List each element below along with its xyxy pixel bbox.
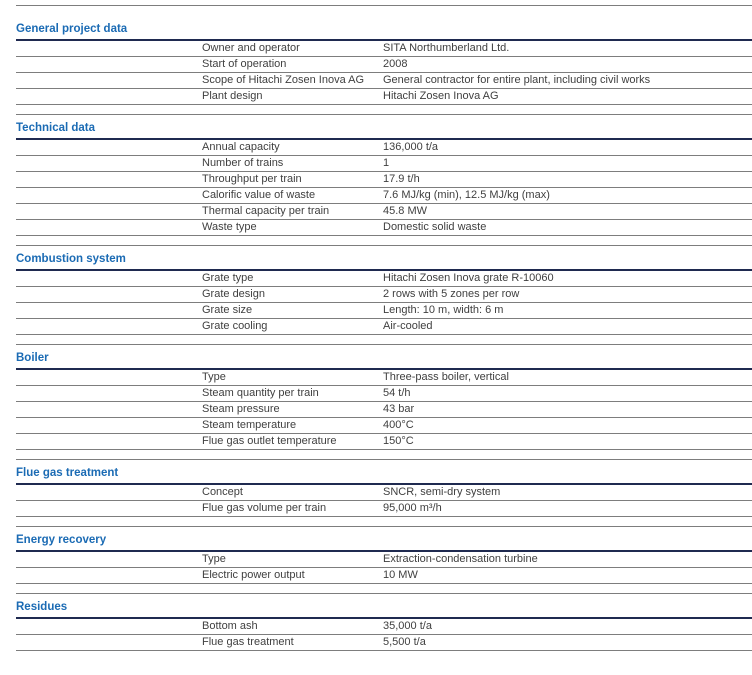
- row-value: 7.6 MJ/kg (min), 12.5 MJ/kg (max): [383, 189, 550, 201]
- row-value: Hitachi Zosen Inova AG: [383, 90, 499, 102]
- row-label: Scope of Hitachi Zosen Inova AG: [202, 74, 365, 86]
- row-label: Type: [202, 371, 226, 383]
- table-row: [16, 434, 752, 450]
- row-label: Thermal capacity per train: [202, 205, 330, 217]
- section-top-rule: [16, 593, 752, 594]
- table-row: [16, 41, 752, 57]
- row-label: Steam quantity per train: [202, 387, 319, 399]
- row-label: Grate cooling: [202, 320, 268, 332]
- table-row: [16, 172, 752, 188]
- section-top-rule: [16, 5, 752, 6]
- section-technical-data: [16, 114, 752, 236]
- table-row: [16, 303, 752, 319]
- section-title: Flue gas treatment: [16, 466, 752, 485]
- row-label: Grate size: [202, 304, 253, 316]
- row-label: Start of operation: [202, 58, 287, 70]
- table-row: [16, 89, 752, 105]
- row-value: SITA Northumberland Ltd.: [383, 42, 510, 54]
- row-value: 136,000 t/a: [383, 141, 439, 153]
- section-title: Energy recovery: [16, 533, 752, 552]
- section-top-rule: [16, 344, 752, 345]
- row-label: Number of trains: [202, 157, 284, 169]
- section-title: Combustion system: [16, 252, 752, 271]
- row-value: 54 t/h: [383, 387, 411, 399]
- table-row: [16, 568, 752, 584]
- row-value: Hitachi Zosen Inova grate R-10060: [383, 272, 554, 284]
- section-energy-recovery: [16, 526, 752, 584]
- row-label: Electric power output: [202, 569, 305, 581]
- row-value: 2 rows with 5 zones per row: [383, 288, 520, 300]
- row-label: Concept: [202, 486, 243, 498]
- table-row: [16, 220, 752, 236]
- table-row: [16, 287, 752, 303]
- row-label: Grate design: [202, 288, 265, 300]
- row-value: 2008: [383, 58, 408, 70]
- row-label: Throughput per train: [202, 173, 302, 185]
- table-row: [16, 319, 752, 335]
- table-row: [16, 485, 752, 501]
- row-value: SNCR, semi-dry system: [383, 486, 501, 498]
- row-label: Steam pressure: [202, 403, 280, 415]
- row-label: Flue gas volume per train: [202, 502, 327, 514]
- row-label: Type: [202, 553, 226, 565]
- row-value: Extraction-condensation turbine: [383, 553, 538, 565]
- row-label: Plant design: [202, 90, 263, 102]
- table-row: [16, 386, 752, 402]
- section-flue-gas-treatment: [16, 459, 752, 517]
- section-top-rule: [16, 245, 752, 246]
- row-value: General contractor for entire plant, including civil works: [383, 74, 651, 86]
- section-title: Boiler: [16, 351, 752, 370]
- section-top-rule: [16, 114, 752, 115]
- table-row: [16, 156, 752, 172]
- row-value: 10 MW: [383, 569, 418, 581]
- row-label: Calorific value of waste: [202, 189, 316, 201]
- section-title: Technical data: [16, 121, 752, 140]
- section-top-rule: [16, 526, 752, 527]
- table-row: [16, 204, 752, 220]
- row-value: Domestic solid waste: [383, 221, 487, 233]
- table-row: [16, 402, 752, 418]
- row-value: 95,000 m³/h: [383, 502, 442, 514]
- row-value: Air-cooled: [383, 320, 433, 332]
- row-label: Steam temperature: [202, 419, 297, 431]
- row-value: 150°C: [383, 435, 414, 447]
- table-row: [16, 73, 752, 89]
- row-value: Length: 10 m, width: 6 m: [383, 304, 504, 316]
- section-combustion-system: [16, 245, 752, 335]
- table-row: [16, 501, 752, 517]
- row-value: 35,000 t/a: [383, 620, 432, 632]
- section-title: General project data: [16, 22, 752, 41]
- row-label: Annual capacity: [202, 141, 280, 153]
- row-label: Bottom ash: [202, 620, 258, 632]
- table-row: [16, 418, 752, 434]
- row-label: Waste type: [202, 221, 257, 233]
- section-general-project-data: [16, 5, 752, 105]
- row-label: Owner and operator: [202, 42, 300, 54]
- section-residues: [16, 593, 752, 651]
- row-value: 43 bar: [383, 403, 415, 415]
- table-row: [16, 271, 752, 287]
- row-value: 45.8 MW: [383, 205, 428, 217]
- table-row: [16, 619, 752, 635]
- section-boiler: [16, 344, 752, 450]
- row-label: Flue gas treatment: [202, 636, 294, 648]
- row-value: 1: [383, 157, 390, 169]
- row-value: 17.9 t/h: [383, 173, 420, 185]
- table-row: [16, 57, 752, 73]
- table-row: [16, 635, 752, 651]
- table-row: [16, 370, 752, 386]
- row-value: 400°C: [383, 419, 414, 431]
- table-row: [16, 552, 752, 568]
- row-value: Three-pass boiler, vertical: [383, 371, 509, 383]
- row-label: Grate type: [202, 272, 254, 284]
- section-title: Residues: [16, 600, 752, 619]
- table-row: [16, 188, 752, 204]
- row-value: 5,500 t/a: [383, 636, 426, 648]
- row-label: Flue gas outlet temperature: [202, 435, 337, 447]
- section-top-rule: [16, 459, 752, 460]
- table-row: [16, 140, 752, 156]
